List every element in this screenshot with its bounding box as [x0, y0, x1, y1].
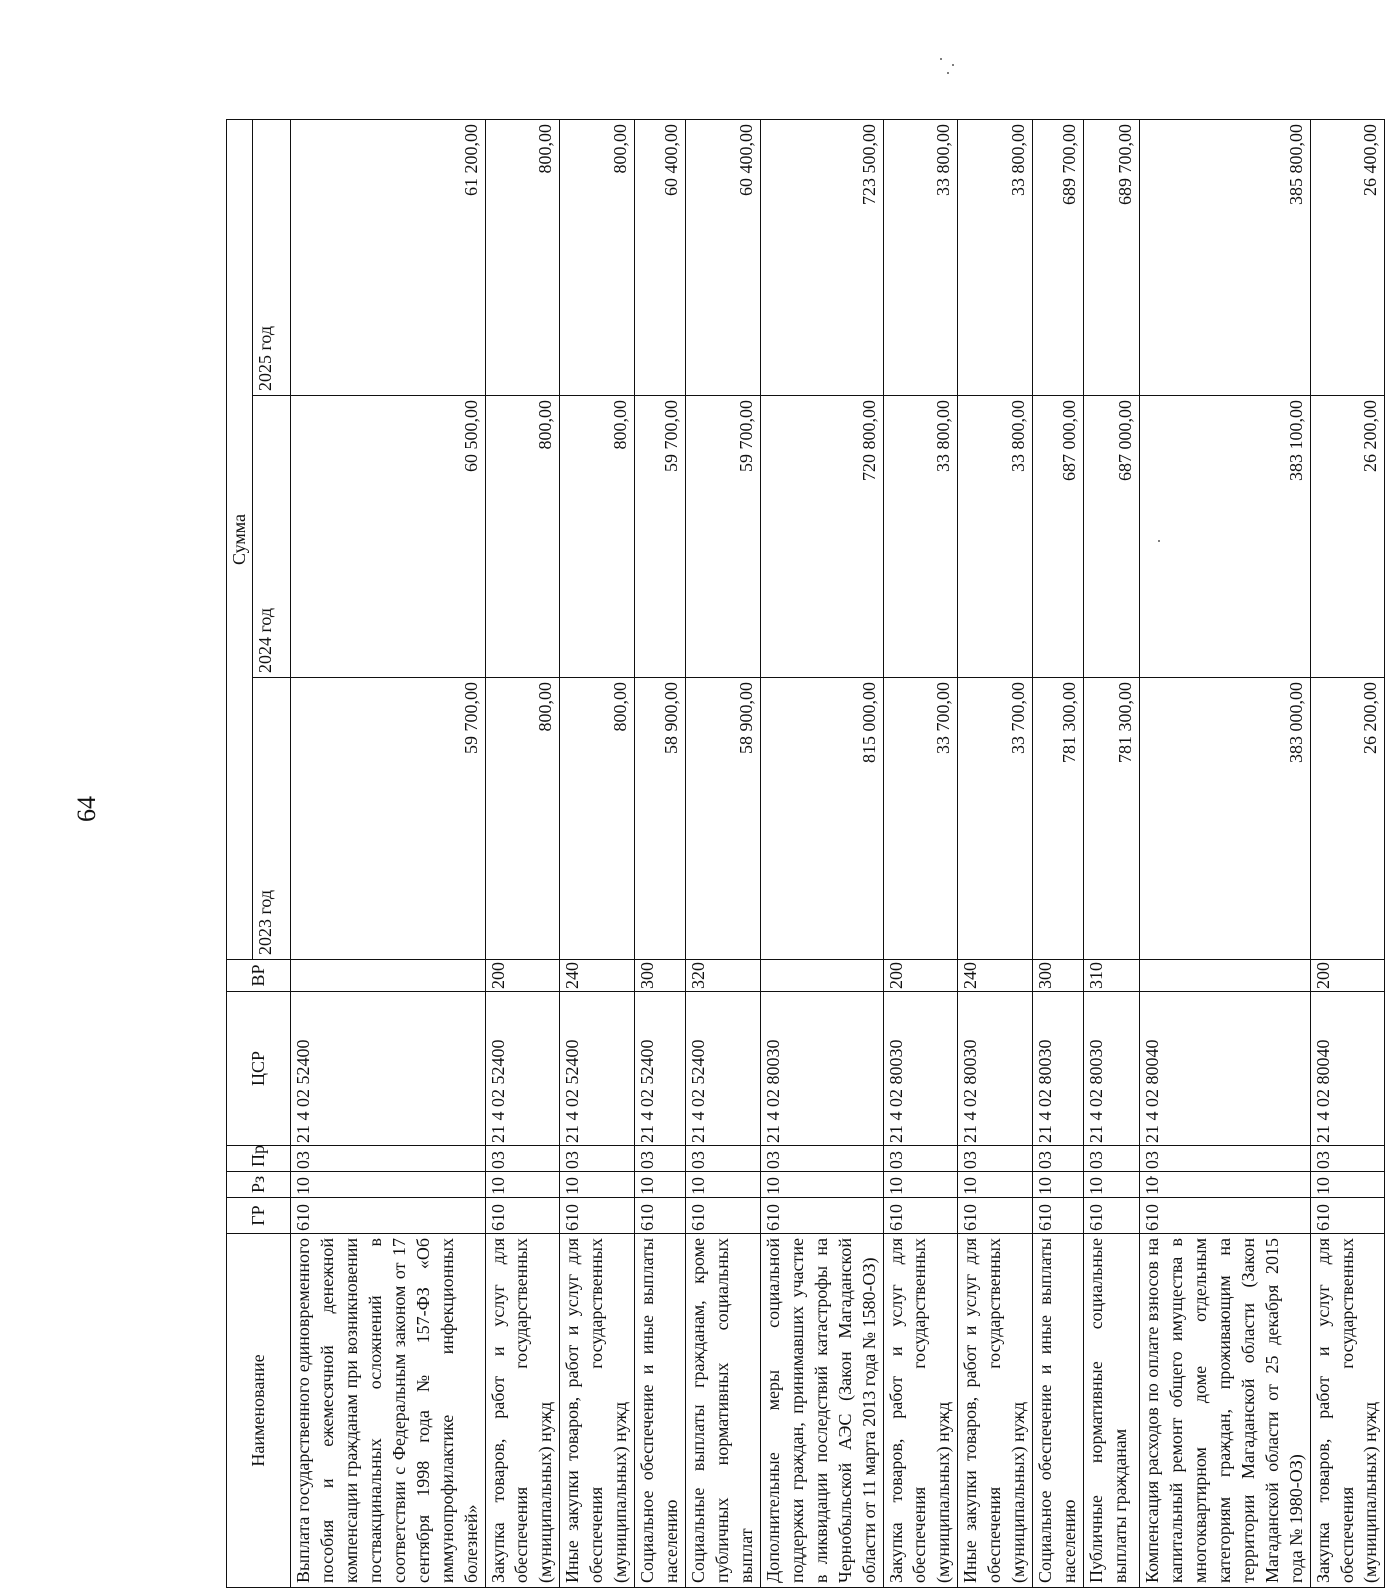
row-rz: 10: [485, 1172, 560, 1198]
row-rz: 10: [560, 1172, 635, 1198]
row-csr: 21 4 02 80030: [1033, 992, 1084, 1146]
row-gr: 610: [883, 1198, 958, 1234]
row-sum-2025: 800,00: [560, 120, 635, 396]
row-gr: 610: [1033, 1198, 1084, 1234]
header-year-2024: 2024 год: [253, 396, 291, 678]
row-gr: 610: [1084, 1198, 1140, 1234]
row-rz: 10: [883, 1172, 958, 1198]
header-year-2025: 2025 год: [253, 120, 291, 396]
budget-table: [226, 119, 1385, 1588]
header-year-2023: 2023 год: [253, 678, 291, 960]
row-sum-2025: 385 800,00: [1140, 120, 1311, 396]
row-csr: 21 4 02 52400: [686, 992, 761, 1146]
row-gr: 610: [1140, 1198, 1311, 1234]
row-sum-2023: 815 000,00: [760, 678, 883, 960]
row-vr: 240: [958, 960, 1033, 992]
row-csr: 21 4 02 80030: [760, 992, 883, 1146]
row-rz: 10: [686, 1172, 761, 1198]
row-sum-2024: 800,00: [485, 396, 560, 678]
row-name: Выплата государственного единовременного пособия и ежемесячной денежной компенсации гражданам при возникновении поствакцинальных осложнений в соответствии с Федеральным законом от 17 сентября 1998 года № 157-ФЗ «Об иммунопрофилактике инфекционных болезней»: [291, 1234, 486, 1588]
row-rz: 10: [1033, 1172, 1084, 1198]
table-row: [1310, 120, 1385, 1588]
row-csr: 21 4 02 52400: [635, 992, 686, 1146]
row-pr: 03: [1140, 1146, 1311, 1172]
table-row: [883, 120, 958, 1588]
row-sum-2023: 800,00: [560, 678, 635, 960]
row-pr: 03: [760, 1146, 883, 1172]
row-sum-2025: 723 500,00: [760, 120, 883, 396]
row-sum-2023: 59 700,00: [291, 678, 486, 960]
table-row: [560, 120, 635, 1588]
row-vr: 300: [1033, 960, 1084, 992]
header-name: Наименование: [227, 1234, 291, 1588]
row-sum-2025: 26 400,00: [1310, 120, 1385, 396]
header-rz: Рз: [227, 1172, 291, 1198]
row-sum-2024: 59 700,00: [686, 396, 761, 678]
row-pr: 03: [635, 1146, 686, 1172]
row-sum-2025: 60 400,00: [635, 120, 686, 396]
row-name: Публичные нормативные социальные выплаты гражданам: [1084, 1234, 1140, 1588]
row-pr: 03: [686, 1146, 761, 1172]
rotated-table-wrapper: [226, 120, 1381, 1588]
row-sum-2023: 781 300,00: [1084, 678, 1140, 960]
row-csr: 21 4 02 52400: [291, 992, 486, 1146]
row-csr: 21 4 02 52400: [560, 992, 635, 1146]
row-gr: 610: [635, 1198, 686, 1234]
page-number: 64: [72, 796, 101, 822]
table-body: [291, 120, 1385, 1588]
row-name: Социальные выплаты гражданам, кроме публичных нормативных социальных выплат: [686, 1234, 761, 1588]
row-csr: 21 4 02 80030: [1084, 992, 1140, 1146]
row-sum-2023: 26 200,00: [1310, 678, 1385, 960]
row-pr: 03: [1310, 1146, 1385, 1172]
row-pr: 03: [1033, 1146, 1084, 1172]
table-row: [760, 120, 883, 1588]
row-sum-2025: 33 800,00: [958, 120, 1033, 396]
row-sum-2025: 33 800,00: [883, 120, 958, 396]
table-row: [686, 120, 761, 1588]
row-gr: 610: [291, 1198, 486, 1234]
row-name: Закупка товаров, работ и услуг для обеспечения государственных (муниципальных) нужд: [1310, 1234, 1385, 1588]
row-name: Закупка товаров, работ и услуг для обеспечения государственных (муниципальных) нужд: [883, 1234, 958, 1588]
row-vr: [291, 960, 486, 992]
row-rz: 10: [958, 1172, 1033, 1198]
row-rz: 10: [1310, 1172, 1385, 1198]
table-row: [1084, 120, 1140, 1588]
table-row: [635, 120, 686, 1588]
header-vr: ВР: [227, 960, 291, 992]
row-rz: 10: [635, 1172, 686, 1198]
row-name: Социальное обеспечение и иные выплаты населению: [635, 1234, 686, 1588]
row-sum-2024: 60 500,00: [291, 396, 486, 678]
header-csr: ЦСР: [227, 992, 291, 1146]
row-name: Компенсация расходов по оплате взносов на капитальный ремонт общего имущества в многоквартирном доме отдельным категориям граждан, проживающим на территории Магаданской области (Закон Магаданской области от 25 декабря 2015 года № 1980-ОЗ): [1140, 1234, 1311, 1588]
row-gr: 610: [760, 1198, 883, 1234]
table-row: [958, 120, 1033, 1588]
row-sum-2025: 61 200,00: [291, 120, 486, 396]
row-sum-2024: 687 000,00: [1033, 396, 1084, 678]
row-csr: 21 4 02 80030: [883, 992, 958, 1146]
row-pr: 03: [1084, 1146, 1140, 1172]
row-vr: 200: [883, 960, 958, 992]
row-csr: 21 4 02 52400: [485, 992, 560, 1146]
scan-speck: [952, 64, 954, 66]
row-vr: 320: [686, 960, 761, 992]
row-pr: 03: [560, 1146, 635, 1172]
row-vr: [1140, 960, 1311, 992]
table-row: [1140, 120, 1311, 1588]
row-name: Социальное обеспечение и иные выплаты населению: [1033, 1234, 1084, 1588]
row-vr: 200: [485, 960, 560, 992]
row-vr: 200: [1310, 960, 1385, 992]
row-gr: 610: [686, 1198, 761, 1234]
row-name: Иные закупки товаров, работ и услуг для обеспечения государственных (муниципальных) нужд: [958, 1234, 1033, 1588]
row-vr: 240: [560, 960, 635, 992]
scan-speck: [940, 58, 942, 60]
row-rz: 10: [291, 1172, 486, 1198]
row-name: Иные закупки товаров, работ и услуг для обеспечения государственных (муниципальных) нужд: [560, 1234, 635, 1588]
row-rz: 10: [1140, 1172, 1311, 1198]
row-sum-2024: 33 800,00: [883, 396, 958, 678]
row-gr: 610: [485, 1198, 560, 1234]
table-row: [291, 120, 486, 1588]
row-sum-2023: 33 700,00: [883, 678, 958, 960]
row-sum-2025: 689 700,00: [1084, 120, 1140, 396]
row-sum-2025: 60 400,00: [686, 120, 761, 396]
row-sum-2024: 26 200,00: [1310, 396, 1385, 678]
row-pr: 03: [958, 1146, 1033, 1172]
row-sum-2023: 58 900,00: [635, 678, 686, 960]
header-pr: Пр: [227, 1146, 291, 1172]
row-sum-2025: 800,00: [485, 120, 560, 396]
row-sum-2024: 687 000,00: [1084, 396, 1140, 678]
table-row: [1033, 120, 1084, 1588]
row-sum-2023: 800,00: [485, 678, 560, 960]
row-pr: 03: [291, 1146, 486, 1172]
row-csr: 21 4 02 80040: [1310, 992, 1385, 1146]
row-vr: 310: [1084, 960, 1140, 992]
row-name: Дополнительные меры социальной поддержки граждан, принимавших участие в ликвидации последствий катастрофы на Чернобыльской АЭС (Закон Магаданской области от 11 марта 2013 года № 1580-ОЗ): [760, 1234, 883, 1588]
row-sum-2023: 383 000,00: [1140, 678, 1311, 960]
header-gr: ГР: [227, 1198, 291, 1234]
table-row: [485, 120, 560, 1588]
row-sum-2024: 720 800,00: [760, 396, 883, 678]
row-sum-2024: 383 100,00: [1140, 396, 1311, 678]
row-vr: 300: [635, 960, 686, 992]
row-csr: 21 4 02 80040: [1140, 992, 1311, 1146]
scan-speck: [947, 72, 949, 74]
row-gr: 610: [958, 1198, 1033, 1234]
row-sum-2023: 33 700,00: [958, 678, 1033, 960]
row-name: Закупка товаров, работ и услуг для обеспечения государственных (муниципальных) нужд: [485, 1234, 560, 1588]
header-sum: Сумма: [227, 120, 253, 960]
row-gr: 610: [1310, 1198, 1385, 1234]
row-csr: 21 4 02 80030: [958, 992, 1033, 1146]
row-sum-2023: 781 300,00: [1033, 678, 1084, 960]
row-pr: 03: [883, 1146, 958, 1172]
row-sum-2023: 58 900,00: [686, 678, 761, 960]
row-vr: [760, 960, 883, 992]
row-sum-2024: 59 700,00: [635, 396, 686, 678]
row-sum-2024: 33 800,00: [958, 396, 1033, 678]
row-pr: 03: [485, 1146, 560, 1172]
row-sum-2024: 800,00: [560, 396, 635, 678]
row-rz: 10: [760, 1172, 883, 1198]
row-sum-2025: 689 700,00: [1033, 120, 1084, 396]
row-gr: 610: [560, 1198, 635, 1234]
row-rz: 10: [1084, 1172, 1140, 1198]
